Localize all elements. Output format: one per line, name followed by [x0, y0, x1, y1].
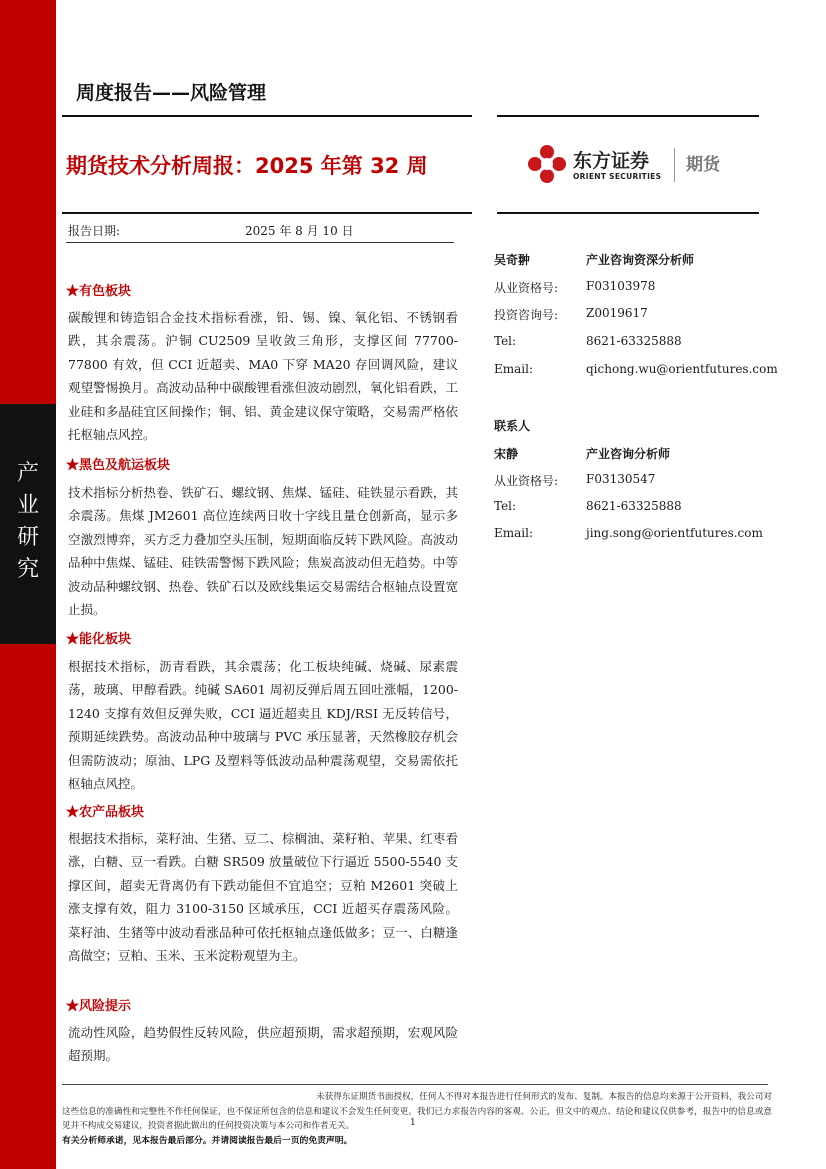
section-body-risk: 流动性风险，趋势假性反转风险，供应超预期，需求超预期，宏观风险超预期。 — [68, 1025, 458, 1064]
analyst-title: 产业咨询资深分析师 — [586, 253, 695, 267]
section-body-energy-chemicals: 根据技术指标，沥青看跌，其余震荡；化工板块纯碱、烧碱、尿素震荡，玻璃、甲醇看跌。纯碱 SA601 周初反弹后周五回吐涨幅，1200-1240 支撑有效但反弹失败，CCI 逼近超卖且 KDJ/RSI 无反转信号，预期延续跌势。高波动品种中玻璃与 PVC 承压显著，天然橡胶存机会但需防波动；原油、LPG 及塑料等低波动品种震荡观望，交易需依托枢轴点风控。 — [68, 659, 458, 792]
section-heading-risk: ★风险提示 — [66, 999, 132, 1014]
logo-name-en: ORIENT SECURITIES — [573, 172, 662, 181]
side-bar-red-top — [0, 0, 56, 404]
footer-analyst-note: 有关分析师承诺，见本报告最后部分。并请阅读报告最后一页的免责声明。 — [62, 1136, 353, 1146]
footer-rule — [62, 1084, 768, 1085]
page-number: 1 — [410, 1118, 416, 1128]
section-body-ferrous-shipping: 技术指标分析热卷、铁矿石、螺纹钢、焦煤、锰硅、硅铁显示看跌，其余震荡。焦煤 JM2601 高位连续两日收十字线且量仓创新高，显示多空激烈博弈，买方乏力叠加空头压制，短期面临反转下跌风险。高波动品种中焦煤、锰硅、硅铁需警惕下跌风险；焦炭高波动但无趋势。中等波动品种螺纹钢、热卷、铁矿石以及欧线集运交易需结合枢轴点设置宽止损。 — [68, 485, 458, 618]
section-heading-energy-chemicals: ★能化板块 — [66, 632, 132, 647]
analyst-license-value: F03103978 — [586, 279, 656, 293]
side-label — [0, 458, 56, 586]
section-heading-ferrous-shipping: ★黑色及航运板块 — [66, 458, 171, 473]
contact-license-label: 从业资格号: — [494, 474, 559, 488]
report-category: 周度报告——风险管理 — [76, 82, 267, 104]
contact-email-value[interactable]: jing.song@orientfutures.com — [586, 526, 763, 540]
header-rule-right-top — [497, 115, 759, 117]
logo-suffix: 期货 — [686, 155, 720, 175]
contact-license-value: F03130547 — [586, 472, 656, 486]
contact-heading: 联系人 — [494, 419, 531, 433]
report-date-value: 2025 年 8 月 10 日 — [245, 224, 354, 238]
section-body-nonferrous: 碳酸锂和铸造铝合金技术指标看涨，铅、锡、镍、氧化铝、不锈钢看跌，其余震荡。沪铜 CU2509 呈收敛三角形，支撑区间 77700-77800 有效，但 CCI 近超卖、MA0 下穿 MA20 存回调风险，建议观望警惕换月。高波动品种中碳酸锂看涨但波动剧烈，氧化铝看跌，工业硅和多晶硅宜区间操作；铜、铝、黄金建议保守策略，交易需严格依托枢轴点风控。 — [68, 310, 458, 443]
logo-name-cn: 东方证券 — [573, 150, 650, 172]
analyst-advisory-label: 投资咨询号: — [494, 308, 559, 322]
analyst-email-label: Email: — [494, 362, 534, 376]
section-body-agriculture: 根据技术指标，菜籽油、生猪、豆二、棕榈油、菜籽粕、苹果、红枣看涨，白糖、豆一看跌。白糖 SR509 放量破位下行逼近 5500-5540 支撑区间，超卖无背离仍有下跌动能但不宜追空；豆粕 M2601 突破上涨支撑有效，阻力 3100-3150 区域承压，CCI 近超买存震荡风险。菜籽油、生猪等中波动看涨品种可依托枢轴点逢低做多；豆一、白糖逢高做空；豆粕、玉米、玉米淀粉观望为主。 — [68, 831, 458, 964]
side-label-char: 产 — [16, 461, 39, 486]
footer-disclaimer: 未获得东证期货书面授权，任何人不得对本报告进行任何形式的发布、复制。本报告的信息均来源于公开资料，我公司对这些信息的准确性和完整性不作任何保证，也不保证所包含的信息和建议不会发生任何变更。我们已力求报告内容的客观、公正，但文中的观点、结论和建议仅供参考，报告中的信息或意见并不构成交易建议，投资者据此做出的任何投资决策与本公司和作者无关。 — [62, 1092, 772, 1132]
side-bar-red-bottom — [0, 644, 56, 1169]
side-label-char: 业 — [16, 493, 39, 518]
section-heading-nonferrous: ★有色板块 — [66, 284, 132, 299]
contact-title: 产业咨询分析师 — [586, 447, 671, 461]
analyst-name: 吴奇翀 — [494, 253, 531, 267]
analyst-tel-value: 8621-63325888 — [586, 334, 682, 348]
side-label-char: 研 — [16, 525, 39, 550]
orient-securities-logo-icon — [527, 144, 567, 184]
header-rule-right-bottom — [497, 212, 759, 214]
contact-tel-label: Tel: — [494, 499, 517, 513]
header-rule-left-top — [62, 115, 472, 117]
report-title: 期货技术分析周报：2025 年第 32 周 — [66, 154, 428, 178]
header-rule-left-bottom — [62, 212, 472, 214]
analyst-license-label: 从业资格号: — [494, 281, 559, 295]
logo-divider — [674, 148, 675, 182]
side-label-char: 究 — [16, 557, 39, 582]
report-date-rule — [66, 242, 454, 243]
analyst-advisory-value: Z0019617 — [586, 306, 648, 320]
contact-tel-value: 8621-63325888 — [586, 499, 682, 513]
section-heading-agriculture: ★农产品板块 — [66, 805, 145, 820]
analyst-tel-label: Tel: — [494, 334, 517, 348]
report-date-label: 报告日期: — [68, 224, 121, 238]
analyst-email-value[interactable]: qichong.wu@orientfutures.com — [586, 362, 778, 376]
contact-email-label: Email: — [494, 526, 534, 540]
contact-name: 宋静 — [494, 447, 519, 461]
